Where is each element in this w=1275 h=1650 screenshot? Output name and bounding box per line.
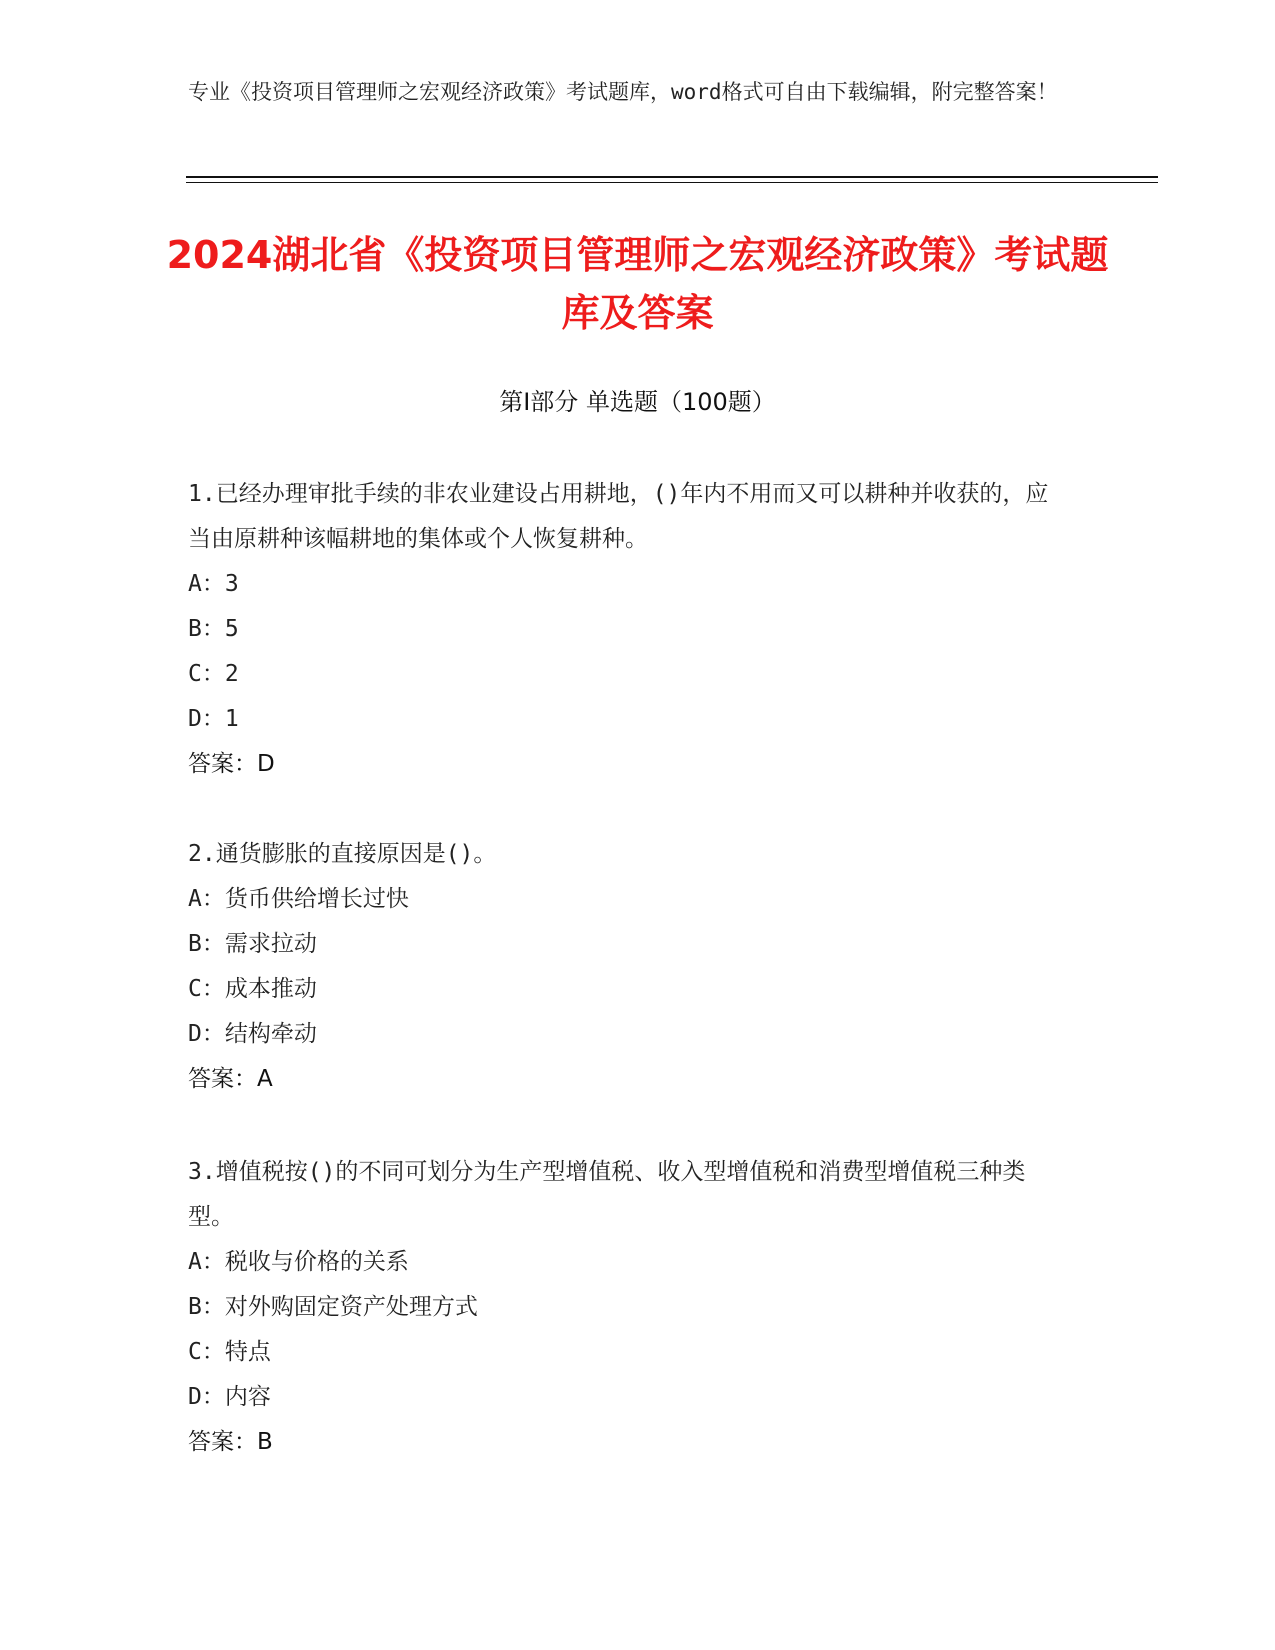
option-a: A：3: [188, 571, 239, 597]
option-b: B：对外购固定资产处理方式: [188, 1294, 478, 1320]
option-b: B：需求拉动: [188, 931, 317, 957]
option-c: C：成本推动: [188, 976, 317, 1002]
question-3: [188, 1150, 1068, 1465]
section-heading: 第I部分 单选题（100题）: [499, 388, 776, 416]
option-c: C：特点: [188, 1339, 271, 1365]
option-d: D：内容: [188, 1384, 271, 1410]
question-1: [188, 472, 1068, 787]
question-stem: 3.增值税按()的不同可划分为生产型增值税、收入型增值税和消费型增值税三种类型。: [188, 1159, 1026, 1230]
question-stem: 2.通货膨胀的直接原因是()。: [188, 841, 497, 867]
option-a: A：税收与价格的关系: [188, 1249, 409, 1275]
header-divider-thin: [186, 182, 1158, 183]
option-a: A：货币供给增长过快: [188, 886, 409, 912]
header-divider-thick: [186, 176, 1158, 178]
document-title: 2024湖北省《投资项目管理师之宏观经济政策》考试题库及答案: [166, 233, 1109, 335]
answer: 答案：A: [188, 1066, 273, 1092]
answer: 答案：B: [188, 1429, 273, 1455]
option-b: B：5: [188, 616, 239, 642]
option-d: D：结构牵动: [188, 1021, 317, 1047]
question-2: [188, 832, 1068, 1102]
option-d: D：1: [188, 706, 239, 732]
option-c: C：2: [188, 661, 239, 687]
answer: 答案：D: [188, 751, 275, 777]
question-stem: 1.已经办理审批手续的非农业建设占用耕地，()年内不用而又可以耕种并收获的，应当由原耕种该幅耕地的集体或个人恢复耕种。: [188, 481, 1049, 552]
header-note: 专业《投资项目管理师之宏观经济政策》考试题库，word格式可自由下载编辑，附完整答案！: [188, 80, 1058, 104]
